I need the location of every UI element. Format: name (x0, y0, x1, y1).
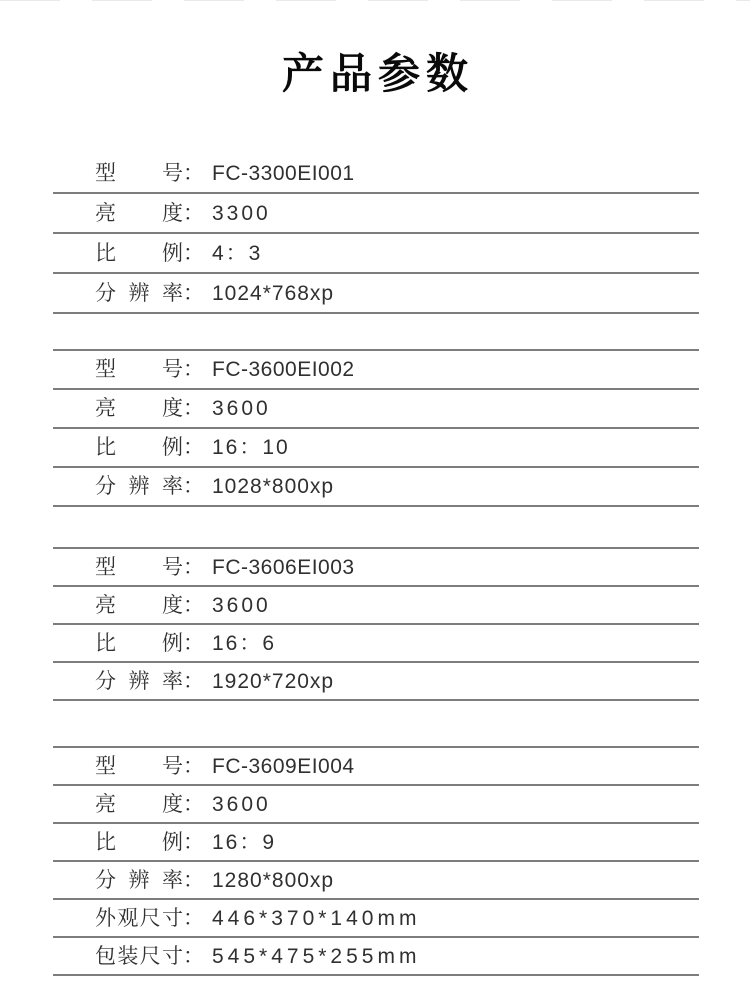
spec-label-char: 亮 (95, 397, 116, 420)
spec-label-char: 例 (162, 241, 183, 265)
spec-value: 1280*800xp (212, 868, 335, 892)
spec-label (95, 359, 183, 380)
spec-label (95, 283, 183, 304)
colon-separator: ： (183, 593, 204, 617)
colon-separator: ： (183, 906, 204, 930)
spec-row (53, 748, 699, 786)
spec-value: 1024*768xp (212, 281, 335, 305)
spec-label-char: 辨 (128, 281, 150, 305)
spec-label (95, 794, 183, 815)
spec-row (53, 786, 699, 824)
page-title: 产品参数 (281, 50, 474, 97)
spec-label (95, 243, 183, 264)
spec-label (95, 163, 183, 184)
spec-value: 4：3 (212, 241, 263, 265)
spec-row (53, 900, 699, 938)
colon-separator: ： (183, 555, 204, 579)
spec-row (53, 351, 699, 390)
spec-section (53, 349, 699, 507)
spec-label-char: 分 (95, 281, 116, 305)
spec-label (95, 595, 183, 616)
spec-value: 446*370*140mm (212, 906, 421, 930)
colon-separator: ： (183, 281, 204, 305)
spec-label-char: 号 (162, 754, 183, 778)
colon-separator: ： (183, 944, 204, 968)
spec-row (53, 824, 699, 862)
spec-label-char: 亮 (95, 792, 116, 816)
spec-label-char: 尺 (139, 944, 161, 968)
spec-row (53, 468, 699, 507)
spec-label-char: 型 (95, 358, 116, 381)
spec-value: FC-3606EI003 (212, 555, 355, 579)
spec-label-char: 例 (162, 631, 183, 655)
spec-label-char: 例 (162, 436, 183, 459)
spec-value: 545*475*255mm (212, 944, 421, 968)
spec-label-char: 辨 (128, 475, 150, 498)
spec-label-char: 度 (162, 201, 183, 225)
spec-row (53, 549, 699, 587)
spec-label (95, 437, 183, 458)
spec-label-char: 度 (162, 593, 183, 617)
spec-row (53, 390, 699, 429)
spec-label (95, 476, 183, 497)
colon-separator: ： (183, 397, 204, 420)
spec-value: 16：9 (212, 830, 277, 854)
colon-separator: ： (183, 631, 204, 655)
spec-value: 16：6 (212, 631, 277, 655)
colon-separator: ： (183, 161, 204, 185)
spec-label-char: 率 (162, 868, 183, 892)
spec-row (53, 625, 699, 663)
spec-sections (53, 154, 699, 976)
spec-label-char: 比 (95, 241, 116, 265)
spec-label (95, 203, 183, 224)
spec-label-char: 比 (95, 436, 116, 459)
spec-label-char: 亮 (95, 201, 116, 225)
spec-row (53, 274, 699, 314)
colon-separator: ： (183, 475, 204, 498)
colon-separator: ： (183, 358, 204, 381)
spec-value: 3600 (212, 397, 271, 420)
spec-value: 1028*800xp (212, 475, 335, 498)
spec-label (95, 398, 183, 419)
spec-value: 1920*720xp (212, 669, 335, 693)
spec-label (95, 557, 183, 578)
spec-label-char: 度 (162, 792, 183, 816)
spec-label (95, 832, 183, 853)
spec-row (53, 587, 699, 625)
spec-value: 16：10 (212, 436, 290, 459)
spec-label-char: 比 (95, 830, 116, 854)
spec-row (53, 429, 699, 468)
spec-label-char: 率 (162, 669, 183, 693)
spec-label-char: 分 (95, 669, 116, 693)
spec-value: 3600 (212, 792, 271, 816)
spec-label-char: 观 (117, 906, 139, 930)
spec-label-char: 外 (95, 906, 116, 930)
spec-label (95, 870, 183, 891)
spec-value: FC-3609EI004 (212, 754, 355, 778)
spec-label-char: 号 (162, 161, 183, 185)
spec-section (53, 154, 699, 314)
colon-separator: ： (183, 792, 204, 816)
spec-label (95, 633, 183, 654)
spec-label (95, 908, 183, 929)
spec-label-char: 型 (95, 754, 116, 778)
spec-section (53, 547, 699, 701)
spec-label-char: 率 (162, 281, 183, 305)
spec-value: 3300 (212, 201, 271, 225)
spec-label-char: 辨 (128, 669, 150, 693)
spec-label-char: 比 (95, 631, 116, 655)
colon-separator: ： (183, 754, 204, 778)
colon-separator: ： (183, 830, 204, 854)
colon-separator: ： (183, 868, 204, 892)
spec-section (53, 746, 699, 976)
spec-value: FC-3300EI001 (212, 161, 355, 185)
spec-label-char: 装 (117, 944, 139, 968)
spec-label-char: 分 (95, 475, 116, 498)
spec-label-char: 例 (162, 830, 183, 854)
spec-label-char: 寸 (161, 906, 183, 930)
spec-label-char: 分 (95, 868, 116, 892)
colon-separator: ： (183, 201, 204, 225)
spec-label-char: 度 (162, 397, 183, 420)
spec-label-char: 亮 (95, 593, 116, 617)
colon-separator: ： (183, 669, 204, 693)
spec-label (95, 671, 183, 692)
spec-label-char: 尺 (139, 906, 161, 930)
spec-label-char: 型 (95, 161, 116, 185)
spec-label-char: 号 (162, 358, 183, 381)
spec-label-char: 型 (95, 555, 116, 579)
spec-label-char: 率 (162, 475, 183, 498)
spec-label-char: 辨 (128, 868, 150, 892)
spec-row (53, 938, 699, 976)
spec-row (53, 154, 699, 194)
spec-label-char: 号 (162, 555, 183, 579)
spec-row (53, 234, 699, 274)
spec-row (53, 663, 699, 701)
colon-separator: ： (183, 436, 204, 459)
spec-label-char: 寸 (161, 944, 183, 968)
spec-value: 3600 (212, 593, 271, 617)
spec-row (53, 194, 699, 234)
colon-separator: ： (183, 241, 204, 265)
spec-label (95, 946, 183, 967)
spec-label (95, 756, 183, 777)
spec-row (53, 862, 699, 900)
spec-value: FC-3600EI002 (212, 358, 355, 381)
spec-label-char: 包 (95, 944, 116, 968)
